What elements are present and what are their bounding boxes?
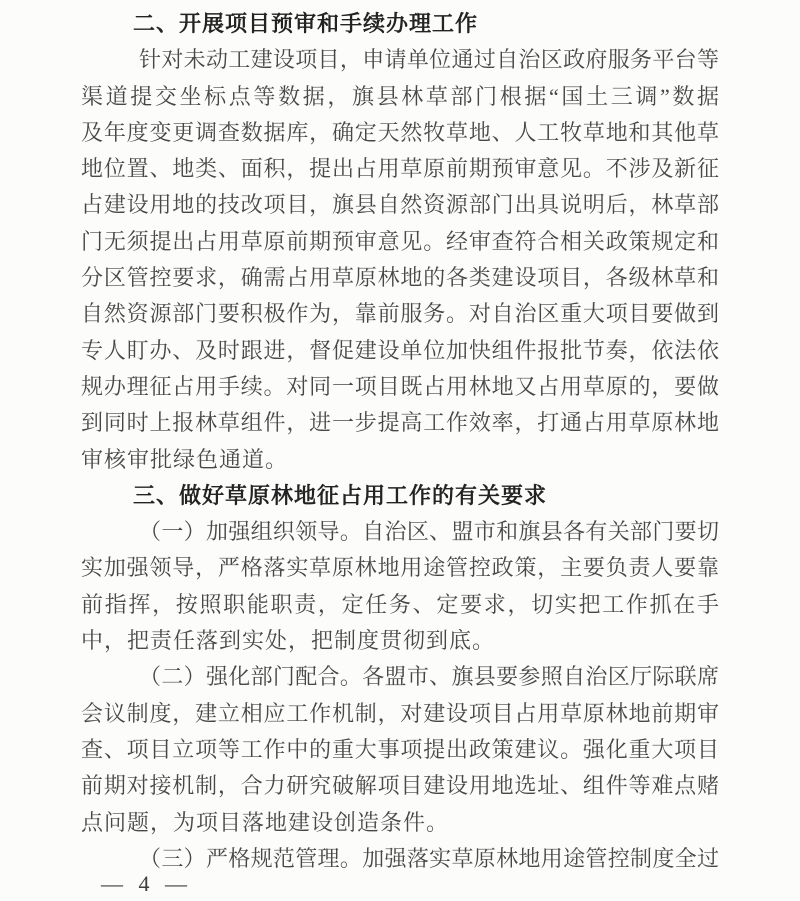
document-text-block bbox=[81, 6, 719, 877]
paragraph-line: （三）严格规范管理。加强落实草原林地用途管控制度全过 bbox=[139, 845, 719, 871]
paragraph-line: 实加强领导，严格落实草原林地用途管控政策，主要负责人要靠 bbox=[81, 555, 719, 581]
paragraph-line: 查、项目立项等工作中的重大事项提出政策建议。强化重大项目 bbox=[81, 736, 719, 762]
paragraph-line: （一）加强组织领导。自治区、盟市和旗县各有关部门要切 bbox=[139, 519, 719, 545]
paragraph-line: 审核审批绿色通道。 bbox=[81, 446, 289, 472]
paragraph-line: 到同时上报林草组件，进一步提高工作效率，打通占用草原林地 bbox=[81, 410, 719, 436]
section-heading-2: 二、开展项目预审和手续办理工作 bbox=[133, 11, 479, 36]
paragraph-line: 门无须提出占用草原前期预审意见。经审查符合相关政策规定和 bbox=[81, 228, 719, 254]
page-number: — 4 — bbox=[101, 871, 189, 896]
paragraph-line: （二）强化部门配合。各盟市、旗县要参照自治区厅际联席 bbox=[139, 664, 719, 690]
paragraph-line: 地位置、地类、面积，提出占用草原前期预审意见。不涉及新征 bbox=[81, 156, 719, 182]
paragraph-line: 及年度变更调查数据库，确定天然牧草地、人工牧草地和其他草 bbox=[81, 119, 719, 145]
paragraph-line: 会议制度，建立相应工作机制，对建设项目占用草原林地前期审 bbox=[81, 700, 719, 726]
paragraph-line: 占建设用地的技改项目，旗县自然资源部门出具说明后，林草部 bbox=[81, 192, 719, 218]
paragraph-line: 针对未动工建设项目，申请单位通过自治区政府服务平台等 bbox=[139, 47, 719, 73]
paragraph-line: 中，把责任落到实处，把制度贯彻到底。 bbox=[81, 628, 496, 654]
paragraph-line: 规办理征占用手续。对同一项目既占用林地又占用草原的，要做 bbox=[81, 373, 719, 399]
paragraph-line: 点问题，为项目落地建设创造条件。 bbox=[81, 809, 450, 835]
paragraph-line: 前期对接机制，合力研究破解项目建设用地选址、组件等难点赌 bbox=[81, 773, 719, 799]
paragraph-line: 专人盯办、及时跟进，督促建设单位加快组件报批节奏，依法依 bbox=[81, 337, 719, 363]
section-heading-3: 三、做好草原林地征占用工作的有关要求 bbox=[133, 482, 548, 508]
paragraph-line: 分区管控要求，确需占用草原林地的各类建设项目，各级林草和 bbox=[81, 265, 719, 291]
paragraph-line: 渠道提交坐标点等数据，旗县林草部门根据“国土三调”数据 bbox=[81, 83, 719, 109]
paragraph-line: 自然资源部门要积极作为，靠前服务。对自治区重大项目要做到 bbox=[81, 301, 719, 327]
paragraph-line: 前指挥，按照职能职责，定任务、定要求，切实把工作抓在手 bbox=[81, 591, 719, 617]
